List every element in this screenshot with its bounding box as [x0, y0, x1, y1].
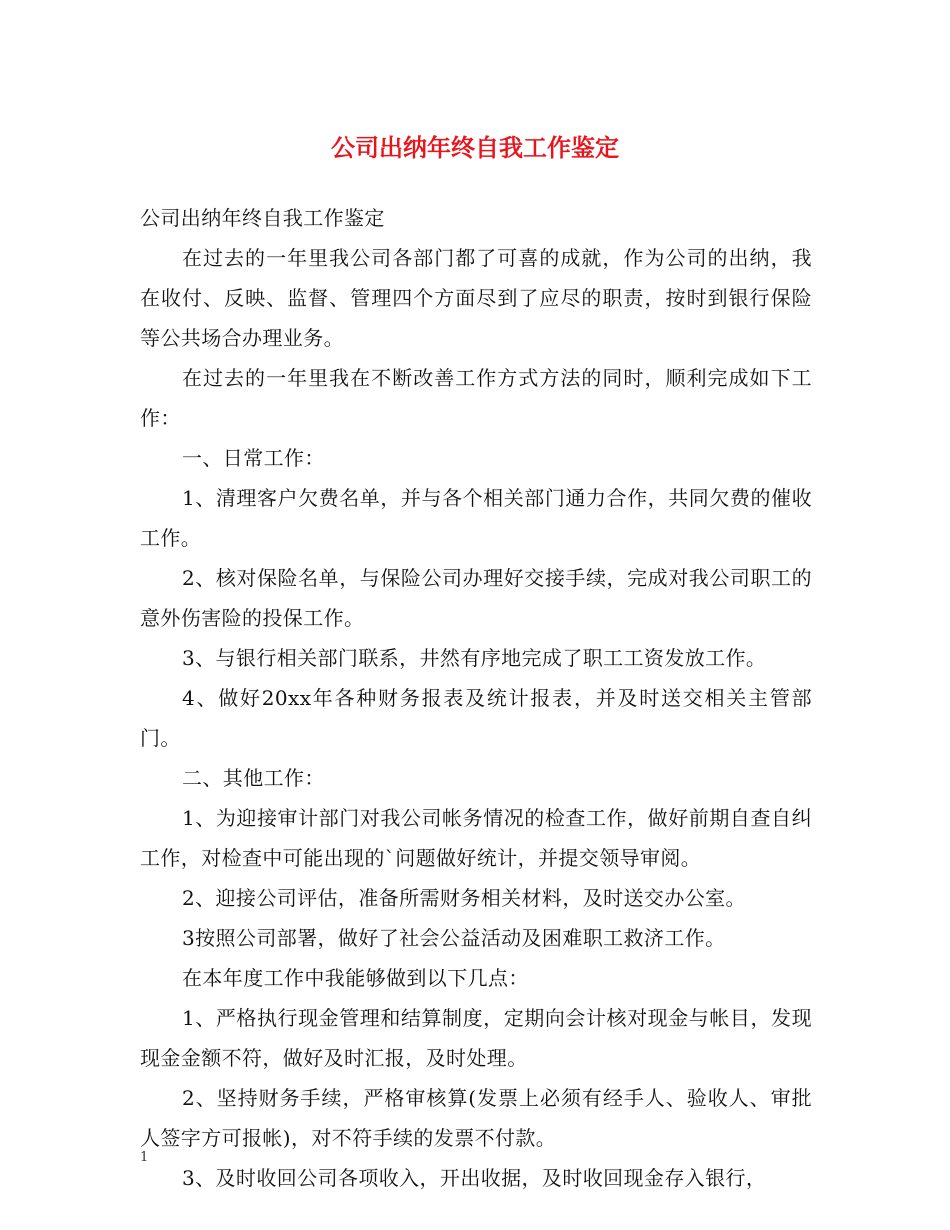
- section-heading: 一、日常工作：: [182, 446, 325, 470]
- list-item: 1、清理客户欠费名单，并与各个相关部门通力合作，共同欠费的催收工作。: [140, 486, 812, 550]
- document-title: 公司出纳年终自我工作鉴定: [331, 134, 619, 162]
- list-item: 1、严格执行现金管理和结算制度，定期向会计核对现金与帐目，发现现金金额不符，做好及时汇报，及时处理。: [140, 1006, 812, 1070]
- list-item: 3、与银行相关部门联系，井然有序地完成了职工工资发放工作。: [182, 646, 767, 670]
- list-item: 3、及时收回公司各项收入，开出收据，及时收回现金存入银行，: [182, 1166, 767, 1190]
- paragraph: 在过去的一年里我在不断改善工作方式方法的同时，顺利完成如下工作：: [140, 366, 812, 430]
- list-item: 3按照公司部署，做好了社会公益活动及困难职工救济工作。: [182, 926, 726, 950]
- list-item: 2、坚持财务手续，严格审核算(发票上必须有经手人、验收人、审批人签字方可报帐)，对不符手续的发票不付款。: [140, 1086, 812, 1150]
- paragraph: 公司出纳年终自我工作鉴定: [140, 206, 385, 230]
- list-item: 4、做好20xx年各种财务报表及统计报表，并及时送交相关主管部门。: [140, 686, 812, 750]
- paragraph: 在过去的一年里我公司各部门都了可喜的成就，作为公司的出纳，我在收付、反映、监督、管理四个方面尽到了应尽的职责，按时到银行保险等公共场合办理业务。: [140, 246, 812, 350]
- section-heading: 二、其他工作：: [182, 766, 325, 790]
- list-item: 2、核对保险名单，与保险公司办理好交接手续，完成对我公司职工的意外伤害险的投保工作。: [140, 566, 812, 630]
- list-item: 1、为迎接审计部门对我公司帐务情况的检查工作，做好前期自查自纠工作，对检查中可能出现的`问题做好统计，并提交领导审阅。: [140, 806, 812, 870]
- document-body: [140, 198, 812, 1198]
- list-item: 2、迎接公司评估，准备所需财务相关材料，及时送交办公室。: [182, 886, 746, 910]
- page-number: 1: [140, 1150, 149, 1165]
- paragraph: 在本年度工作中我能够做到以下几点：: [182, 966, 529, 990]
